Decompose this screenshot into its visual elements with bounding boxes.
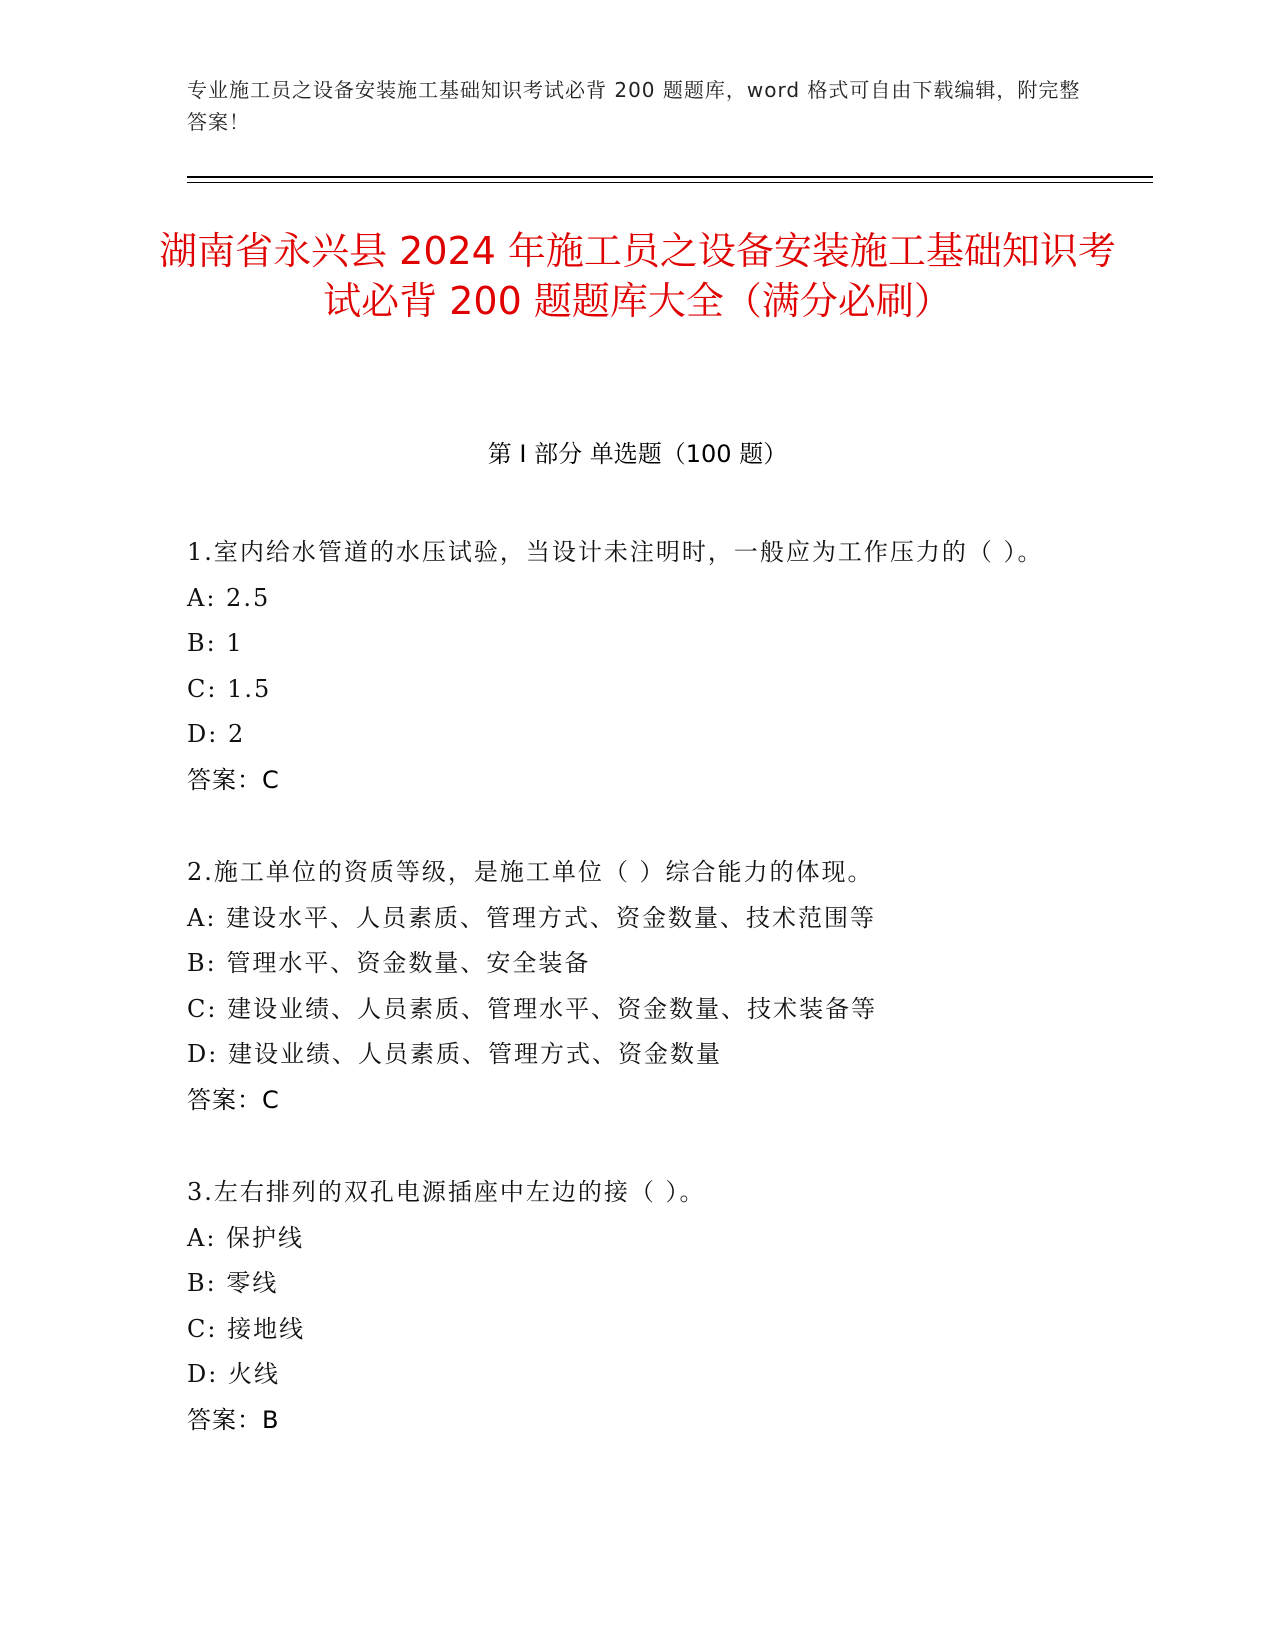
header-divider-thin [187,182,1153,183]
question-3 [187,1170,1067,1443]
option-c: C: 接地线 [187,1314,306,1343]
option-d: D: 2 [187,720,246,748]
answer: 答案：B [187,1405,280,1434]
answer: 答案：C [187,1085,280,1114]
question-stem: 2.施工单位的资质等级，是施工单位（ ）综合能力的体现。 [187,858,874,886]
option-a: A: 建设水平、人员素质、管理方式、资金数量、技术范围等 [187,903,877,932]
header-divider-thick [187,176,1153,178]
question-2 [187,850,1067,1123]
option-a: A: 保护线 [187,1223,305,1252]
option-b: B: 零线 [187,1269,279,1297]
document-title: 湖南省永兴县 2024 年施工员之设备安装施工基础知识考试必背 200 题题库大全（满分必刷） [159,229,1116,323]
option-b: B: 管理水平、资金数量、安全装备 [187,949,591,977]
question-stem: 1.室内给水管道的水压试验，当设计未注明时，一般应为工作压力的（ ）。 [187,538,1044,566]
question-list [187,530,1067,1490]
header-note: 专业施工员之设备安装施工基础知识考试必背 200 题题库，word 格式可自由下载编辑，附完整答案！ [187,78,1081,134]
answer: 答案：C [187,765,280,794]
option-b: B: 1 [187,629,244,657]
option-d: D: 建设业绩、人员素质、管理方式、资金数量 [187,1040,722,1068]
option-c: C: 建设业绩、人员素质、管理水平、资金数量、技术装备等 [187,994,878,1023]
option-d: D: 火线 [187,1360,280,1388]
section-title: 第 I 部分 单选题（100 题） [487,440,788,468]
option-c: C: 1.5 [187,674,272,703]
question-stem: 3.左右排列的双孔电源插座中左边的接（ ）。 [187,1178,706,1206]
option-a: A: 2.5 [187,583,271,612]
question-1 [187,530,1067,803]
